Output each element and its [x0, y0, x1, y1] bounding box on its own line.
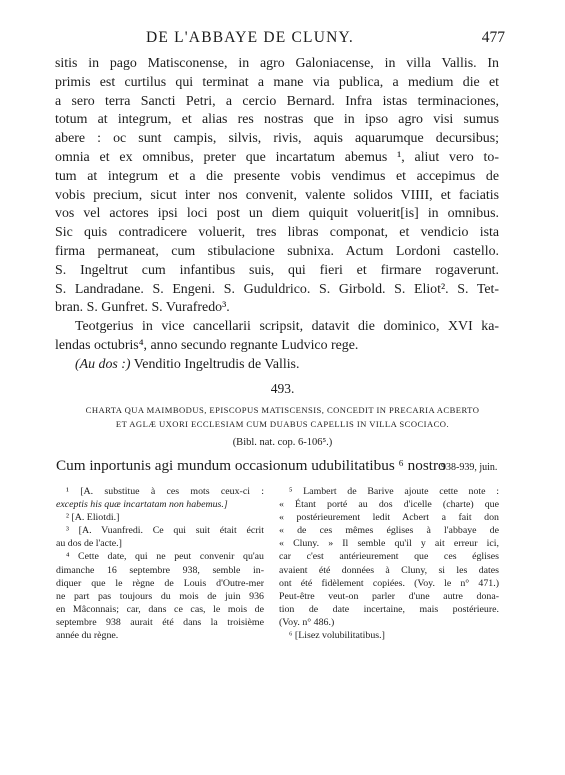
footnote-line: « postérieurement ledit Acbert a fait don — [279, 512, 499, 524]
document-title — [80, 403, 485, 431]
footnote-line: au dos de l'acte.] — [56, 538, 122, 550]
footnote-line: « de ces mêmes églises à l'abbaye de — [279, 525, 499, 537]
text-line: S. Landradane. S. Engeni. S. Guduldrico. S. Girbold. S. Eliot². S. Tet- — [55, 281, 499, 297]
footnote-line: ne part pas toujours du mois de juin 936 — [56, 590, 264, 602]
text-line: primis est curtilus qui terminat a mane via publica, a medium die et — [55, 74, 499, 90]
text-line: tum at integrum et a die presente vobis vendimus et accepimus de — [55, 168, 499, 184]
footnote-line: ³ [A. Vuanfredi. Ce qui suit était écrit — [66, 525, 264, 537]
dorsal-note-text: Venditio Ingeltrudis de Vallis. — [133, 356, 300, 372]
document-title-line: CHARTA QUA MAIMBODUS, EPISCOPUS MATISCENSIS, CONCEDIT IN PRECARIA ACBERTO — [85, 405, 480, 415]
footnote-line: avaient été données à Cluny, si les dates — [279, 564, 499, 576]
footnote-line: septembre 938 aurait été dans la troisième — [56, 616, 264, 628]
footnote-line: année du règne. — [56, 630, 119, 642]
footnotes-left-column — [56, 485, 264, 642]
footnote-line: (Voy. n° 486.) — [279, 616, 335, 628]
text-line: a sero terra Sancti Petri, a cercio Bernard. Infra istas terminaciones, — [55, 93, 499, 109]
footnote-line: ont été fidèlement copiées. (Voy. le n° 471.) — [279, 577, 499, 589]
footnote-line: ⁵ Lambert de Barive ajoute cette note : — [289, 486, 499, 497]
footnote-line: diquer que le règne de Louis d'Outre-mer — [56, 577, 264, 589]
text-line: vobis precium, sicut inter nos convenit, valente solidos VIIII, et faciatis — [55, 187, 499, 203]
text-line: sitis in pago Matisconense, in agro Galoniacense, in villa Vallis. In — [55, 56, 499, 71]
date-margin-note: 938-939, juin. — [441, 462, 498, 473]
charter-text — [55, 55, 499, 375]
dorsal-note-label: (Au dos :) — [75, 356, 131, 372]
page-number: 477 — [481, 29, 505, 46]
footnote-line: dimanche 16 septembre 938, semble in- — [56, 564, 264, 576]
text-line: vos vel actores ipsi loci post un diem quiquit voluerit[is] in omnibus. — [55, 206, 499, 222]
document-title-line: ET AGLÆ UXORI ECCLESIAM CUM DUABUS CAPELLIS IN VILLA SCOCIACO. — [115, 419, 450, 429]
footnotes-right-column — [279, 485, 499, 642]
footnote-line: car c'est antérieurement que ces églises — [279, 551, 499, 563]
scribe-line: lendas octubris⁴, anno secundo regnante Ludvico rege. — [55, 337, 359, 353]
footnote-line: en Mâconnais; car, dans ce cas, le mois de — [56, 603, 264, 615]
running-title: DE L'ABBAYE DE CLUNY. — [146, 29, 354, 46]
text-line: abere : oc sunt campis, silvis, rivis, aquis aquarumque decursibus; — [55, 131, 499, 147]
text-line: omnia et ex omnibus, preter que incartatum abemus ¹, aliut vero to- — [55, 149, 499, 165]
footnote-line: « Étant porté au dos d'icelle (charte) que — [279, 499, 499, 511]
footnote-line: exceptis his quæ incartatam non habemus.] — [56, 499, 228, 511]
footnote-line: ² [A. Eliotdi.] — [66, 512, 120, 524]
text-line: Sic quis contradicere voluerit, tres libras componat, et vendicio ista — [55, 225, 499, 241]
footnote-line: ⁶ [Lisez volubilitatibus.] — [289, 630, 385, 642]
document-incipit: Cum inportunis agi mundum occasionum udubilitatibus ⁶ nostro — [56, 457, 446, 474]
footnote-line: tion de date incertaine, mais postérieure. — [279, 603, 499, 615]
text-line: firma permaneat, cum stibulacione subnixa. Actum Lordoni castello. — [55, 243, 499, 259]
page-header — [60, 29, 505, 49]
footnote-line: Peut-être veut-on parler d'une autre dona- — [279, 590, 499, 602]
text-line: S. Ingeltrut cum infantibus suis, qui fieri et firmare rogaverunt. — [55, 262, 499, 278]
text-line: bran. S. Gunfret. S. Vurafredo³. — [55, 300, 230, 316]
footnote-line: ⁴ Cette date, qui ne peut convenir qu'au — [66, 551, 264, 563]
scribe-line: Teotgerius in vice cancellarii scripsit, datavit die dominico, XVI ka- — [75, 319, 499, 335]
footnote-line: ¹ [A. substitue à ces mots ceux-ci : — [66, 486, 264, 497]
footnote-line: « Cluny. » Il semble qu'il y ait erreur ici, — [279, 538, 499, 550]
dorsal-note — [55, 356, 499, 375]
document-source: (Bibl. nat. cop. 6-106⁵.) — [232, 437, 333, 448]
document-number: 493. — [270, 381, 295, 396]
text-line: totum at integrum, et alias res nostras que in ipso agro visi sumus — [55, 112, 499, 128]
